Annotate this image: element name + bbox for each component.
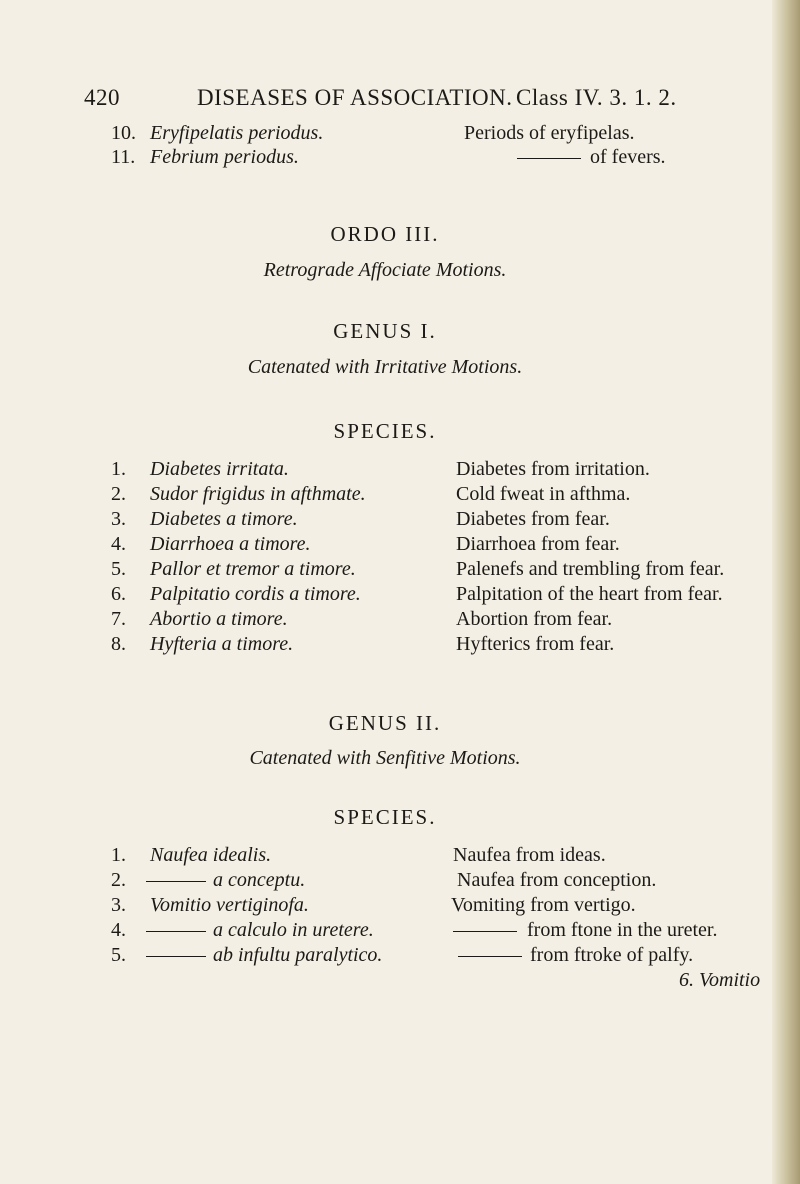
species-english: Naufea from conception. (457, 869, 657, 891)
species-number: 2. (111, 869, 126, 891)
species-english: Abortion from fear. (456, 608, 613, 630)
entry-latin: Eryfipelatis periodus. (150, 122, 324, 144)
ditto-dash (146, 869, 206, 892)
species-latin: Naufea idealis. (150, 844, 272, 866)
species-number: 7. (111, 608, 126, 630)
species-latin: Abortio a timore. (150, 608, 288, 630)
species-number: 1. (111, 458, 126, 480)
ditto-dash (146, 919, 206, 942)
species-latin: ab infultu paralytico. (213, 944, 383, 966)
species-latin: a conceptu. (213, 869, 306, 891)
species-number: 8. (111, 633, 126, 655)
ordo-subtitle: Retrograde Affociate Motions. (263, 259, 507, 281)
species-latin: Palpitatio cordis a timore. (150, 583, 361, 605)
genus-heading: GENUS II. (328, 711, 442, 735)
ditto-dash (458, 944, 522, 967)
species-english: Diabetes from irritation. (456, 458, 650, 480)
species-latin: Hyfteria a timore. (150, 633, 294, 655)
genus-heading: GENUS I. (333, 319, 437, 343)
page-number: 420 (84, 85, 120, 110)
species-number: 2. (111, 483, 126, 505)
species-number: 6. (111, 583, 126, 605)
species-number: 3. (111, 894, 126, 916)
species-english: Diarrhoea from fear. (456, 533, 620, 555)
species-english: from ftroke of palfy. (530, 944, 694, 966)
entry-english: of fevers. (590, 146, 666, 168)
species-latin: Diabetes a timore. (150, 508, 298, 530)
entry-number: 11. (111, 146, 136, 168)
species-number: 4. (111, 919, 126, 941)
ordo-heading: ORDO III. (330, 222, 440, 246)
species-latin: Diarrhoea a timore. (150, 533, 311, 555)
species-number: 5. (111, 558, 126, 580)
class-reference: Class IV. 3. 1. 2. (516, 85, 677, 110)
species-number: 4. (111, 533, 126, 555)
species-english: Hyfterics from fear. (456, 633, 615, 655)
genus-subtitle: Catenated with Irritative Motions. (247, 356, 523, 378)
ditto-dash (517, 146, 581, 169)
genus-subtitle: Catenated with Senfitive Motions. (249, 747, 521, 769)
species-number: 5. (111, 944, 126, 966)
page-edge (772, 0, 800, 1184)
running-title: DISEASES OF ASSOCIATION. (197, 85, 513, 110)
ditto-dash (146, 944, 206, 967)
species-latin: Sudor frigidus in afthmate. (150, 483, 366, 505)
species-latin: Diabetes irritata. (150, 458, 289, 480)
ditto-dash (453, 919, 517, 942)
entry-english: Periods of eryfipelas. (464, 122, 635, 144)
species-latin: Pallor et tremor a timore. (150, 558, 356, 580)
species-english: Palpitation of the heart from fear. (456, 583, 723, 605)
species-latin: a calculo in uretere. (213, 919, 374, 941)
entry-latin: Febrium periodus. (150, 146, 299, 168)
species-english: Diabetes from fear. (456, 508, 610, 530)
species-heading: SPECIES. (333, 419, 437, 443)
species-english: Naufea from ideas. (453, 844, 606, 866)
species-english: Palenefs and trembling from fear. (456, 558, 725, 580)
species-english: Cold fweat in afthma. (456, 483, 631, 505)
species-english: Vomiting from vertigo. (451, 894, 636, 916)
species-number: 1. (111, 844, 126, 866)
catchword: 6. Vomitio (679, 969, 761, 991)
species-latin: Vomitio vertiginofa. (150, 894, 309, 916)
species-english: from ftone in the ureter. (527, 919, 718, 941)
entry-number: 10. (111, 122, 136, 144)
species-number: 3. (111, 508, 126, 530)
species-heading: SPECIES. (333, 805, 437, 829)
